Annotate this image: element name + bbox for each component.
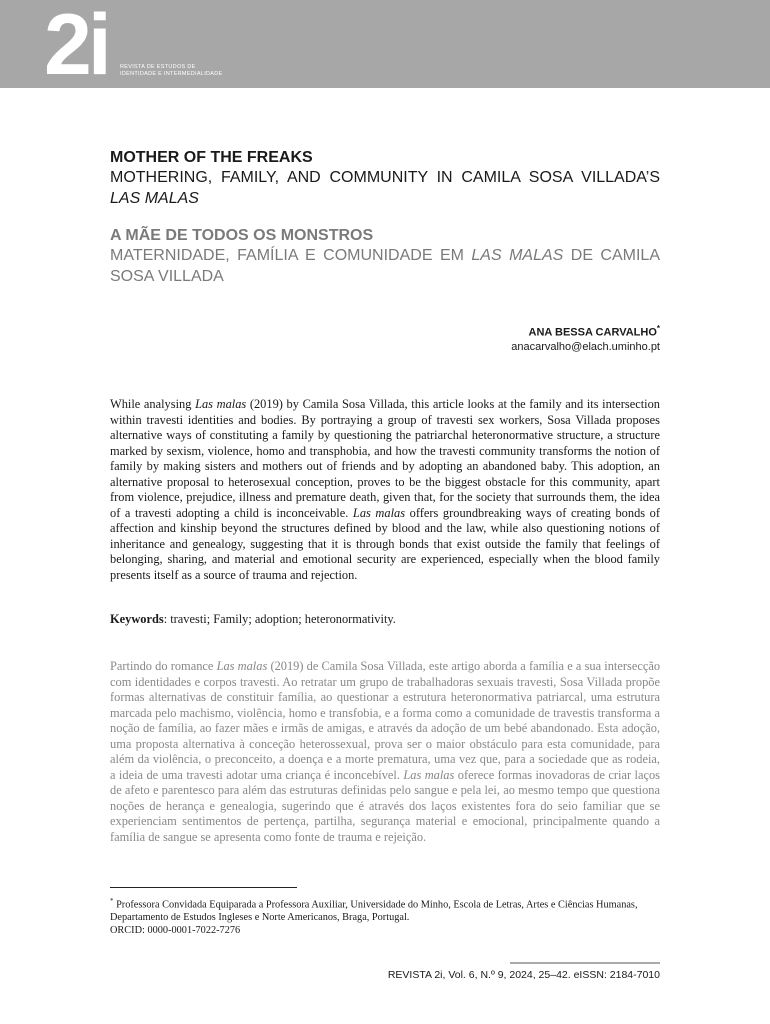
footnote-divider <box>110 887 297 888</box>
footnote-affiliation <box>110 895 660 924</box>
author-block <box>511 322 660 354</box>
citation-divider <box>510 962 660 964</box>
author-name-text: ANA BESSA CARVALHO <box>528 326 657 339</box>
portuguese-subtitle-text: MATERNIDADE, FAMÍLIA E COMUNIDADE EM <box>110 247 472 264</box>
footnote-text: Professora Convidada Equiparada a Professora Auxiliar, Universidade do Minho, Escola de Letras, Artes e Ciências Humanas, Departamento de Estudos Ingleses e Norte Americanos, Braga, Portugal. <box>110 899 638 924</box>
portuguese-subtitle-suffix: DE CAMILA SOSA VILLADA <box>110 247 661 285</box>
resumo-text: oferece formas inovadoras de criar laços de afeto e parentesco para além das estruturas definidas pelo sangue e pela lei, ao mesmo tempo que questiona noções de herança e genealogia, sugerindo que é através dos laços existentes fora do seio familiar que se experienciam sentimentos de pertença, partilha, segurança material e emocional, principalmente quando a família de sangue se apresenta como fonte de trauma e rejeição. <box>110 767 660 844</box>
english-subtitle-italic: LAS MALAS <box>110 190 199 207</box>
journal-header-band <box>0 0 770 93</box>
portuguese-title: A MÃE DE TODOS OS MONSTROS <box>110 227 374 244</box>
journal-logo-caption <box>120 64 223 78</box>
author-name <box>511 322 660 340</box>
resumo-text: (2019) de Camila Sosa Villada, este artigo aborda a família e a sua intersecção com identidades e corpos travesti. Ao retratar um grupo de trabalhadoras sexuais travesti, Sosa Villada propõe formas alternativas de constituir família, ao questionar a estrutura heteronormativa patriarcal, uma estrutura marcada pelo machismo, violência, homo e transfobia, e a forma como a comunidade de travestis transforma a noção de família, ao fazer mães e irmãs de amigas, e através da adoção de um bebé abandonado. Esta adoção, uma proposta alternativa à conceção heterossexual, prova ser o maior obstáculo para esta comunidade, para além da violência, o preconceito, a doença e a morte prematura, uma vez que, para a sociedade que as rodeia, a ideia de uma travesti adotar uma criança é inconcebível. <box>110 659 661 782</box>
keywords-text: : travesti; Family; adoption; heteronormativity. <box>163 612 396 626</box>
english-subtitle-text: MOTHERING, FAMILY, AND COMMUNITY IN CAMILA SOSA VILLADA’S <box>110 169 660 186</box>
resumo-italic: Las malas <box>403 767 455 782</box>
abstract-text: While analysing <box>110 397 196 411</box>
abstract-text: (2019) by Camila Sosa Villada, this article looks at the family and its intersection within travesti identities and bodies. By portraying a group of travesti sex workers, Sosa Villada proposes alternative ways of constituting a family by questioning the patriarchal heteronormative structure, a structure marked by sexism, violence, homo and transphobia, and how the travesti community transforms the notion of family by making sisters and mothers out of friends and by adopting an abandoned baby. This adoption, an alternative proposal to heterosexual conception, proves to be the biggest obstacle for this community, apart from violence, prejudice, illness and premature death, given that, for the society that surrounds them, the idea of a travesti adopting a child is inconceivable. <box>110 397 660 520</box>
keywords-line <box>110 612 660 628</box>
portuguese-title-block <box>110 226 660 287</box>
author-footnote-marker[interactable]: * <box>656 324 660 333</box>
footnote-marker: * <box>110 897 114 905</box>
abstract-italic: Las malas <box>195 397 247 411</box>
journal-logo: 2i <box>44 0 108 93</box>
portuguese-subtitle <box>110 245 660 287</box>
english-title: MOTHER OF THE FREAKS <box>110 149 313 166</box>
portuguese-abstract <box>110 659 660 845</box>
author-email[interactable]: anacarvalho@elach.uminho.pt <box>511 340 660 353</box>
journal-citation: REVISTA 2i, Vol. 6, N.º 9, 2024, 25–42. eISSN: 2184-7010 <box>387 969 660 981</box>
english-title-block <box>110 148 660 209</box>
keywords-label: Keywords <box>110 612 164 626</box>
portuguese-subtitle-italic: LAS MALAS <box>471 247 564 264</box>
english-subtitle <box>110 167 660 209</box>
logo-caption-line: IDENTIDADE E INTERMEDIALIDADE <box>120 71 223 77</box>
abstract-text: offers groundbreaking ways of creating bonds of affection and kinship beyond the structures defined by blood and the law, while also questioning notions of inheritance and genealogy, suggesting that it is through bonds that exist outside the family that feelings of belonging, sharing, and material and emotional security are experienced, especially when the blood family presents itself as a source of trauma and rejection. <box>110 505 661 582</box>
resumo-italic: Las malas <box>216 659 268 673</box>
abstract-italic: Las malas <box>352 505 406 520</box>
resumo-text: Partindo do romance <box>110 659 217 673</box>
logo-caption-line: REVISTA DE ESTUDOS DE <box>120 64 196 70</box>
english-abstract <box>110 397 660 583</box>
footnote-orcid[interactable]: ORCID: 0000-0001-7022-7276 <box>110 925 241 937</box>
author-footnote <box>110 895 660 937</box>
